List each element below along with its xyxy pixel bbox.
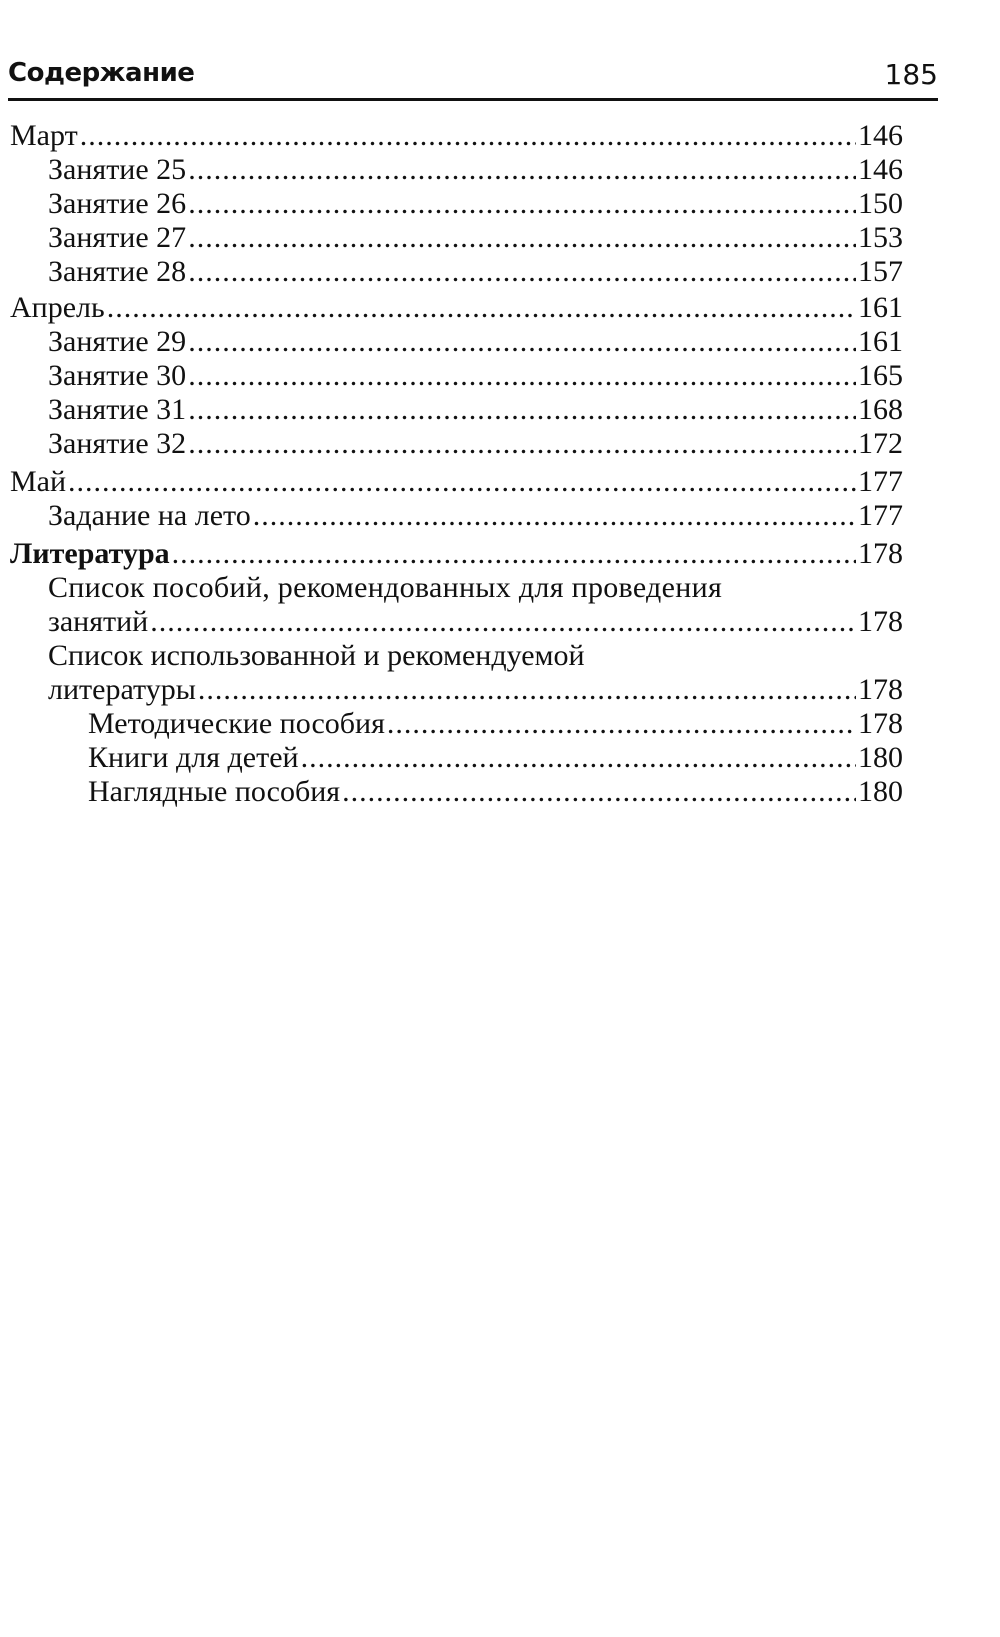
toc-entry-page: 168 bbox=[858, 393, 903, 426]
toc-entry-spisok-literatury-line1 bbox=[48, 638, 903, 674]
toc-entry-page: 161 bbox=[858, 291, 903, 324]
toc-entry-page: 177 bbox=[858, 499, 903, 532]
toc-entry-page: 153 bbox=[858, 221, 903, 254]
leader-dots bbox=[188, 324, 856, 360]
toc-entry-zadanie-na-leto bbox=[48, 498, 903, 534]
toc-entry-mai bbox=[10, 464, 903, 500]
toc-entry-label: Методические пособия bbox=[88, 707, 385, 740]
toc-entry-label-line1: Список использованной и рекомендуемой bbox=[48, 639, 585, 672]
toc-entry-label: Занятие 31 bbox=[48, 393, 187, 426]
leader-dots bbox=[68, 464, 856, 500]
toc-entry-metodicheskie-posobiya bbox=[88, 706, 903, 742]
toc-entry-label-line1: Список пособий, рекомендованных для проведения bbox=[48, 571, 723, 604]
toc-entry-label: Литература bbox=[10, 537, 170, 570]
toc-entry-literatura bbox=[10, 536, 903, 572]
toc-entry-label: Март bbox=[10, 119, 78, 152]
running-header bbox=[8, 52, 938, 101]
leader-dots bbox=[253, 498, 856, 534]
toc-entry-page: 180 bbox=[858, 775, 903, 808]
toc-entry-page: 177 bbox=[858, 465, 903, 498]
toc-entry-page: 146 bbox=[858, 119, 903, 152]
toc-entry-label: Наглядные пособия bbox=[88, 775, 341, 808]
toc-entry-label: Книги для детей bbox=[88, 741, 299, 774]
leader-dots bbox=[150, 604, 856, 640]
leader-dots bbox=[107, 290, 856, 326]
toc-entry-label: Занятие 32 bbox=[48, 427, 187, 460]
header-title: Содержание bbox=[8, 58, 195, 88]
toc-entry-knigi-dlya-detey bbox=[88, 740, 903, 776]
toc-entry-naglyadnye-posobiya bbox=[88, 774, 903, 810]
toc-entry-page: 172 bbox=[858, 427, 903, 460]
toc-entry-page: 178 bbox=[858, 707, 903, 740]
leader-dots bbox=[301, 740, 856, 776]
leader-dots bbox=[188, 358, 856, 394]
toc-entry-zanyatie-26 bbox=[48, 186, 903, 222]
leader-dots bbox=[188, 152, 856, 188]
toc-entry-zanyatie-29 bbox=[48, 324, 903, 360]
toc-entry-label: Занятие 29 bbox=[48, 325, 187, 358]
toc-entry-spisok-literatury bbox=[48, 672, 903, 708]
toc-entry-zanyatie-30 bbox=[48, 358, 903, 394]
toc-entry-page: 157 bbox=[858, 255, 903, 288]
toc-entry-mart bbox=[10, 118, 903, 154]
toc-entry-page: 146 bbox=[858, 153, 903, 186]
toc-entry-label: Задание на лето bbox=[48, 499, 251, 532]
leader-dots bbox=[188, 186, 856, 222]
leader-dots bbox=[188, 220, 856, 256]
leader-dots bbox=[188, 254, 856, 290]
toc-entry-page: 165 bbox=[858, 359, 903, 392]
toc-entry-page: 178 bbox=[858, 537, 903, 570]
toc-entry-zanyatie-28 bbox=[48, 254, 903, 290]
toc-entry-label: литературы bbox=[48, 673, 196, 706]
leader-dots bbox=[172, 536, 856, 572]
toc-entry-zanyatie-32 bbox=[48, 426, 903, 462]
header-page-number: 185 bbox=[884, 58, 938, 91]
leader-dots bbox=[188, 426, 856, 462]
toc-entry-spisok-posobiy bbox=[48, 604, 903, 640]
leader-dots bbox=[80, 118, 856, 154]
toc-entry-label: Занятие 27 bbox=[48, 221, 187, 254]
toc-entry-zanyatie-31 bbox=[48, 392, 903, 428]
toc-entry-label: Занятие 30 bbox=[48, 359, 187, 392]
toc-entry-zanyatie-27 bbox=[48, 220, 903, 256]
toc-entry-page: 178 bbox=[858, 673, 903, 706]
toc-entry-label: занятий bbox=[48, 605, 149, 638]
toc-entry-page: 178 bbox=[858, 605, 903, 638]
toc-entry-page: 180 bbox=[858, 741, 903, 774]
toc-entry-zanyatie-25 bbox=[48, 152, 903, 188]
toc-entry-label: Апрель bbox=[10, 291, 105, 324]
toc-entry-label: Занятие 26 bbox=[48, 187, 187, 220]
leader-dots bbox=[188, 392, 856, 428]
leader-dots bbox=[387, 706, 856, 742]
leader-dots bbox=[342, 774, 856, 810]
toc-entry-label: Май bbox=[10, 465, 67, 498]
toc-entry-spisok-posobiy-line1 bbox=[48, 570, 903, 606]
toc-entry-page: 150 bbox=[858, 187, 903, 220]
leader-dots bbox=[198, 672, 856, 708]
toc-entry-label: Занятие 28 bbox=[48, 255, 187, 288]
toc-entry-page: 161 bbox=[858, 325, 903, 358]
toc-entry-label: Занятие 25 bbox=[48, 153, 187, 186]
toc-entry-aprel bbox=[10, 290, 903, 326]
